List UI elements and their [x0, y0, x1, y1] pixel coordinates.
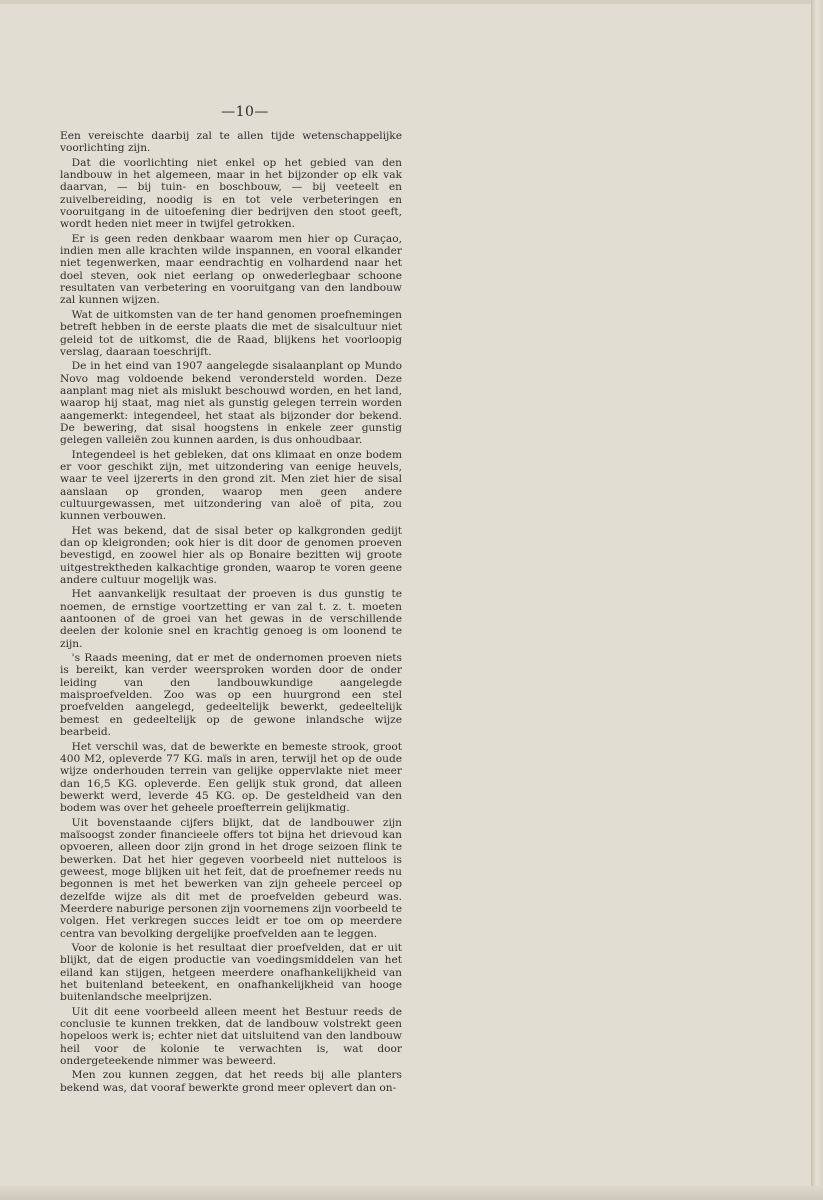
paragraph-12: Voor de kolonie is het resultaat dier proefvelden, dat er uit blijkt, dat de eigen productie van voedingsmiddelen van het eiland kan stijgen, hetgeen meerdere onafhankelijkheid van het buitenland beteekent, en onafhankelijkheid van hooge buitenlandsche meelprijzen.: [60, 942, 402, 1004]
page-edge-right: [811, 0, 823, 1200]
page-edge-bottom: [0, 1186, 823, 1200]
page-edge-top: [0, 0, 823, 4]
paragraph-11: Uit bovenstaande cijfers blijkt, dat de landbouwer zijn maïsoogst zonder financieele offers tot bijna het drievoud kan opvoeren, alleen door zijn grond in het droge seizoen flink te bewerken. Dat het hier gegeven voorbeeld niet nutteloos is geweest, moge blijken uit het feit, dat de proefnemer reeds nu begonnen is met het bewerken van zijn geheele perceel op dezelfde wijze als dit met de proefvelden gebeurd was. Meerdere naburige personen zijn voornemens zijn voorbeeld te volgen. Het verkregen succes leidt er toe om op meerdere centra van bevolking dergelijke proefvelden aan te leggen.: [60, 816, 402, 940]
body-text: [60, 130, 402, 1096]
paragraph-8: Het aanvankelijk resultaat der proeven is dus gunstig te noemen, de ernstige voortzetting er van zal t. z. t. moeten aantoonen of de groei van het gewas in de verschillende deelen der kolonie snel en krachtig genoeg is om loonend te zijn.: [60, 588, 402, 650]
paragraph-3: Er is geen reden denkbaar waarom men hier op Curaçao, indien men alle krachten wilde inspannen, en vooral elkander niet tegenwerken, maar eendrachtig en volhardend naar het doel steven, ook niet eerlang op onwederlegbaar schoone resultaten van verbetering en vooruitgang van den landbouw zal kunnen wijzen.: [60, 232, 402, 307]
paragraph-2: Dat die voorlichting niet enkel op het gebied van den landbouw in het algemeen, maar in het bijzonder op elk vak daarvan, — bij tuin- en boschbouw, — bij veeteelt en zuivelbereiding, noodig is en tot vele verbeteringen en vooruitgang in de uitoefening dier bedrijven den stoot geeft, wordt heden niet meer in twijfel getrokken.: [60, 156, 402, 231]
paragraph-4: Wat de uitkomsten van de ter hand genomen proefnemingen betreft hebben in de eerste plaats die met de sisalcultuur niet geleid tot de uitkomst, die de Raad, blijkens het voorloopig verslag, daaraan toeschrijft.: [60, 308, 402, 358]
paragraph-5: De in het eind van 1907 aangelegde sisalaanplant op Mundo Novo mag voldoende bekend verondersteld worden. Deze aanplant mag niet als mislukt beschouwd worden, en het land, waarop hij staat, mag niet als gunstig gelegen terrein worden aangemerkt: integendeel, het staat als bijzonder dor bekend. De bewering, dat sisal hoogstens in enkele zeer gunstig gelegen valleiën zou kunnen aarden, is dus onhoudbaar.: [60, 360, 402, 447]
paragraph-9: 's Raads meening, dat er met de ondernomen proeven niets is bereikt, kan verder weersproken worden door de onder leiding van den landbouwkundige aangelegde maisproefvelden. Zoo was op een huurgrond een stel proefvelden aangelegd, gedeeltelijk bewerkt, gedeeltelijk bemest en gedeeltelijk op de gewone inlandsche wijze bearbeid.: [60, 652, 402, 739]
paragraph-10: Het verschil was, dat de bewerkte en bemeste strook, groot 400 M2, opleverde 77 KG. maïs in aren, terwijl het op de oude wijze onderhouden terrein van gelijke oppervlakte niet meer dan 16,5 KG. opleverde. Een gelijk stuk grond, dat alleen bewerkt werd, leverde 45 KG. op. De gesteldheid van den bodem was over het geheele proefterrein gelijkmatig.: [60, 740, 402, 815]
paragraph-13: Uit dit eene voorbeeld alleen meent het Bestuur reeds de conclusie te kunnen trekken, dat de landbouw volstrekt geen hopeloos werk is; echter niet dat uitsluitend van den landbouw heil voor de kolonie te verwachten is, wat door ondergeteekende nimmer was beweerd.: [60, 1005, 402, 1068]
paragraph-14: Men zou kunnen zeggen, dat het reeds bij alle planters bekend was, dat vooraf bewerkte grond meer oplevert dan on-: [60, 1069, 402, 1094]
page-number: —10—: [221, 104, 269, 120]
paragraph-6: Integendeel is het gebleken, dat ons klimaat en onze bodem er voor geschikt zijn, met uitzondering van eenige heuvels, waar te veel ijzererts in den grond zit. Men ziet hier de sisal aanslaan op gronden, waarop men geen andere cultuurgewassen, met uitzondering van aloë of pita, zou kunnen verbouwen.: [60, 448, 402, 523]
paragraph-1: Een vereischte daarbij zal te allen tijde wetenschappelijke voorlichting zijn.: [60, 130, 402, 155]
paragraph-7: Het was bekend, dat de sisal beter op kalkgronden gedijt dan op kleigronden; ook hier is dit door de genomen proeven bevestigd, en zoowel hier als op Bonaire bezitten wij groote uitgestrektheden kalkachtige gronden, waarop te voren geene andere cultuur mogelijk was.: [60, 524, 402, 587]
